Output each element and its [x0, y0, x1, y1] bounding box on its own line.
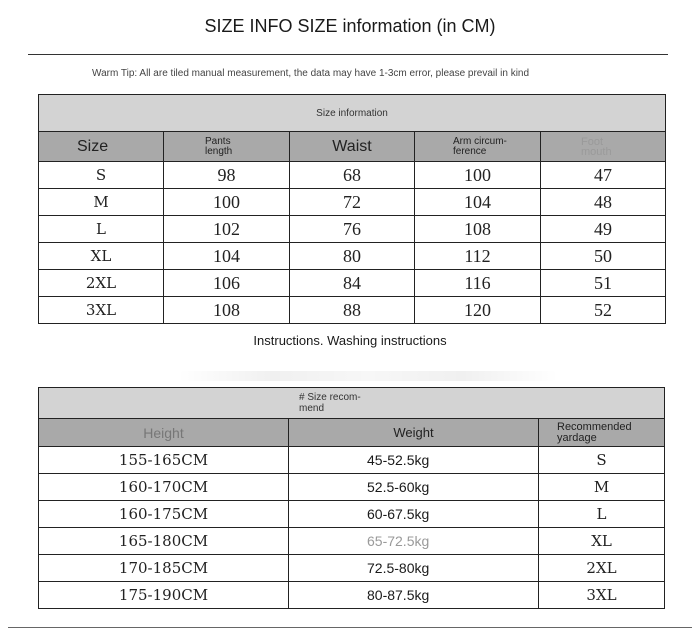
arm-circumference-cell: 104: [415, 189, 541, 216]
yardage-cell: M: [539, 474, 665, 501]
size-info-header-row: [39, 132, 666, 162]
waist-cell: 68: [290, 162, 415, 189]
height-cell: 155-165CM: [39, 447, 289, 474]
waist-cell: 72: [290, 189, 415, 216]
arm-circumference-cell: 112: [415, 243, 541, 270]
height-cell: 165-180CM: [39, 528, 289, 555]
table-row: [39, 447, 665, 474]
arm-circumference-cell: 108: [415, 216, 541, 243]
foot-mouth-cell: 48: [541, 189, 666, 216]
size-recommend-banner: [39, 388, 665, 419]
yardage-cell: L: [539, 501, 665, 528]
pants-length-cell: 104: [164, 243, 290, 270]
size-recommend-banner-text: # Size recom- mend: [299, 392, 361, 414]
size-recommend-header-row: [39, 419, 665, 447]
height-cell: 160-175CM: [39, 501, 289, 528]
header-pants-length: [164, 132, 290, 162]
waist-cell: 80: [290, 243, 415, 270]
size-cell: S: [39, 162, 164, 189]
weight-cell: 65-72.5kg: [289, 528, 539, 555]
size-cell: L: [39, 216, 164, 243]
washing-instructions-caption: Instructions. Washing instructions: [253, 333, 447, 348]
size-info-banner-text: Size information: [316, 107, 388, 119]
foot-mouth-cell: 52: [541, 297, 666, 324]
pants-length-cell: 102: [164, 216, 290, 243]
bottom-divider: [8, 627, 692, 628]
foot-mouth-cell: 47: [541, 162, 666, 189]
arm-circumference-cell: 116: [415, 270, 541, 297]
header-recommended-yardage-text: Recommended yardage: [557, 420, 632, 444]
yardage-cell: XL: [539, 528, 665, 555]
header-arm-circumference-text: Arm circum- ference: [453, 135, 507, 157]
weight-cell: 60-67.5kg: [289, 501, 539, 528]
arm-circumference-cell: 100: [415, 162, 541, 189]
header-waist: Waist: [290, 132, 415, 162]
header-pants-length-text: Pants length: [205, 135, 233, 157]
header-foot-mouth-text: Foot mouth: [581, 135, 612, 158]
pants-length-cell: 106: [164, 270, 290, 297]
table-row: [39, 216, 666, 243]
yardage-cell: S: [539, 447, 665, 474]
pants-length-cell: 108: [164, 297, 290, 324]
title-divider: [28, 54, 668, 55]
weight-cell: 45-52.5kg: [289, 447, 539, 474]
header-weight: Weight: [289, 419, 539, 447]
height-cell: 170-185CM: [39, 555, 289, 582]
table-row: [39, 189, 666, 216]
header-size: Size: [39, 132, 164, 162]
table-row: [39, 582, 665, 609]
foot-mouth-cell: 49: [541, 216, 666, 243]
header-foot-mouth: [541, 132, 666, 162]
size-cell: 2XL: [39, 270, 164, 297]
height-cell: 160-170CM: [39, 474, 289, 501]
height-cell: 175-190CM: [39, 582, 289, 609]
foot-mouth-cell: 51: [541, 270, 666, 297]
size-cell: 3XL: [39, 297, 164, 324]
size-info-banner: [39, 95, 666, 132]
table-row: [39, 501, 665, 528]
pants-length-cell: 98: [164, 162, 290, 189]
table-row: [39, 270, 666, 297]
table-row: [39, 528, 665, 555]
size-cell: M: [39, 189, 164, 216]
waist-cell: 84: [290, 270, 415, 297]
size-info-table: [38, 94, 666, 324]
arm-circumference-cell: 120: [415, 297, 541, 324]
waist-cell: 88: [290, 297, 415, 324]
table-row: [39, 162, 666, 189]
page-title: SIZE INFO SIZE information (in CM): [204, 16, 496, 36]
weight-cell: 72.5-80kg: [289, 555, 539, 582]
blurred-text-strip: [178, 371, 558, 381]
header-recommended-yardage: [539, 419, 665, 447]
table-row: [39, 297, 666, 324]
size-cell: XL: [39, 243, 164, 270]
warm-tip: Warm Tip: All are tiled manual measurement, the data may have 1-3cm error, please prevail in kind: [92, 68, 530, 79]
weight-cell: 80-87.5kg: [289, 582, 539, 609]
foot-mouth-cell: 50: [541, 243, 666, 270]
size-recommend-table: [38, 387, 665, 609]
header-height: Height: [39, 419, 289, 447]
weight-cell: 52.5-60kg: [289, 474, 539, 501]
header-arm-circumference: [415, 132, 541, 162]
pants-length-cell: 100: [164, 189, 290, 216]
waist-cell: 76: [290, 216, 415, 243]
yardage-cell: 3XL: [539, 582, 665, 609]
table-row: [39, 243, 666, 270]
table-row: [39, 555, 665, 582]
yardage-cell: 2XL: [539, 555, 665, 582]
table-row: [39, 474, 665, 501]
